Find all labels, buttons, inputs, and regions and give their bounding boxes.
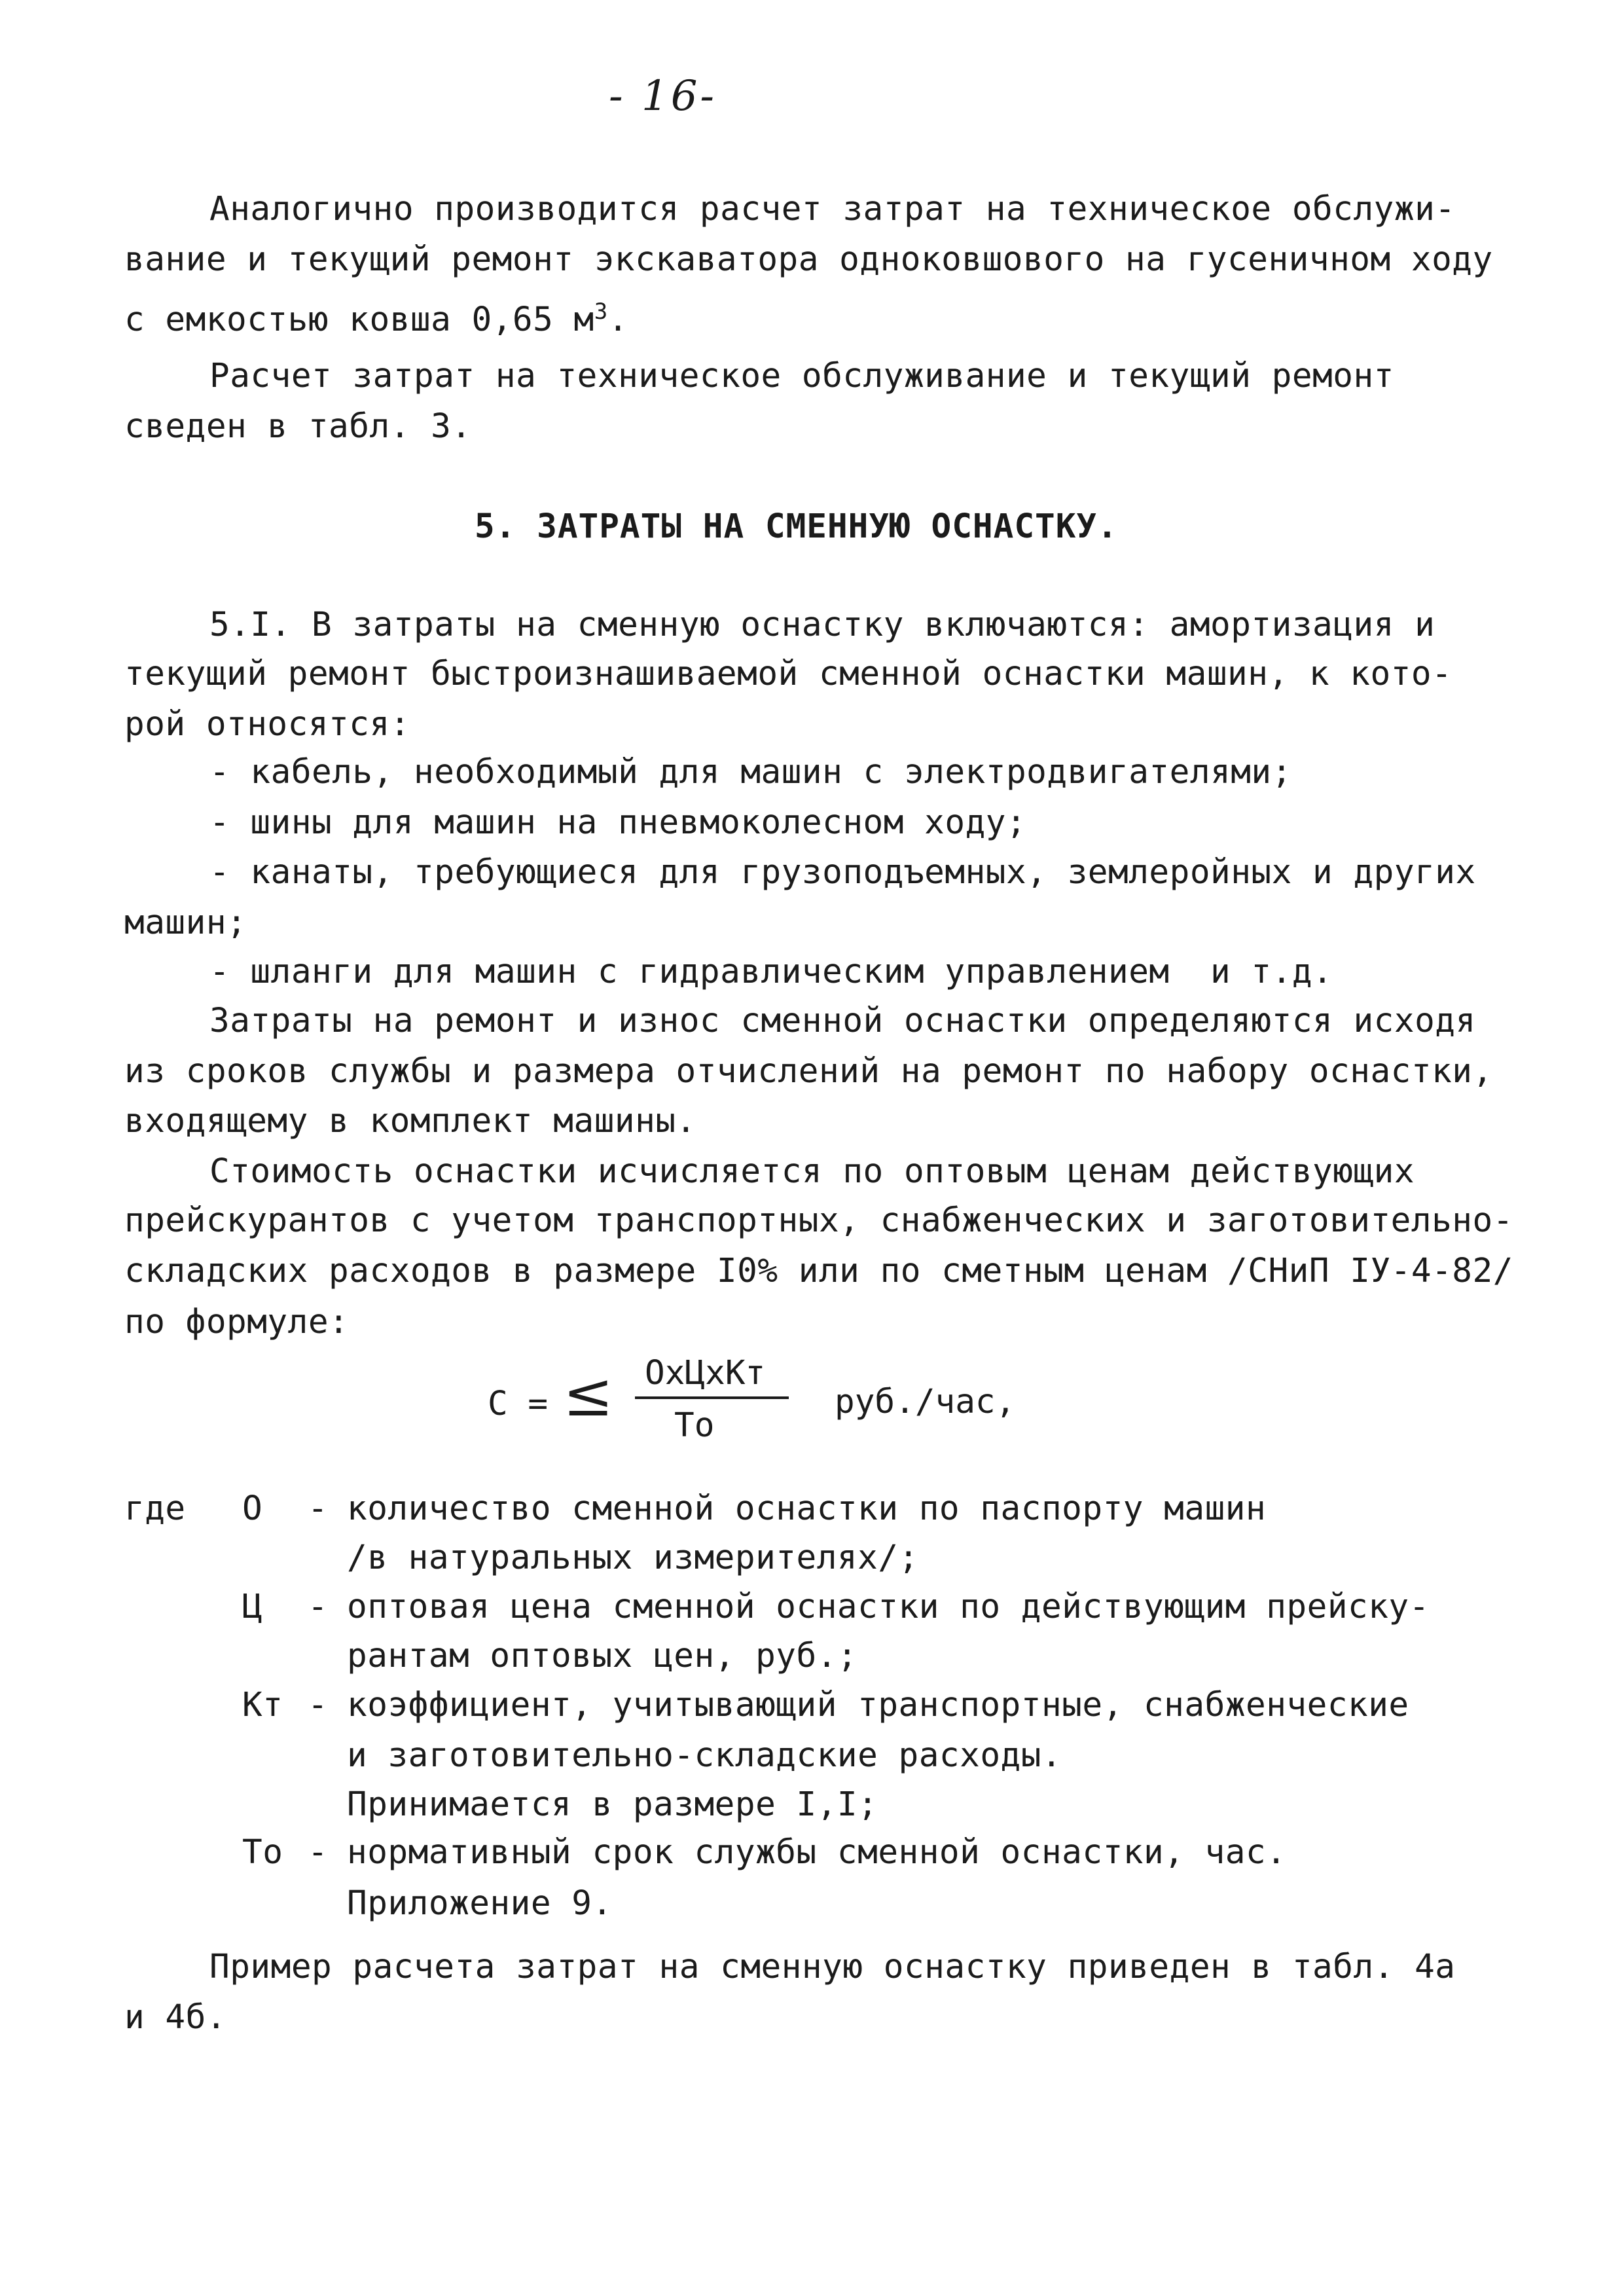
body-bullet-hoses: - шланги для машин с гидравлическим управлением и т.д. xyxy=(209,953,1333,991)
legend-symbol-O: О xyxy=(242,1489,263,1528)
closing-line-2: и 4б. xyxy=(124,1998,227,2037)
legend-O-line-1: количество сменной оснастки по паспорту машин xyxy=(347,1489,1267,1528)
body-bullet-cable: - кабель, необходимый для машин с электродвигателями; xyxy=(209,753,1292,792)
legend-Kt-line-3: Принимается в размере I,I; xyxy=(347,1785,878,1824)
intro-p2-line-2: сведен в табл. 3. xyxy=(124,407,472,446)
body-line-11: входящему в комплект машины. xyxy=(124,1102,696,1140)
legend-Ts-line-2: рантам оптовых цен, руб.; xyxy=(347,1637,858,1675)
intro-line-1: Аналогично производится расчет затрат на техническое обслужи- xyxy=(209,190,1456,228)
body-bullet-ropes-cont: машин; xyxy=(124,903,247,942)
legend-symbol-To: То xyxy=(242,1833,283,1872)
formula-lhs: С = xyxy=(488,1385,549,1423)
intro-superscript: 3 xyxy=(594,299,608,325)
intro-line-3-text: с емкостью ковша 0,65 м xyxy=(124,301,594,339)
formula-denominator: То xyxy=(674,1406,715,1445)
legend-To-line-1: нормативный срок службы сменной оснастки, час. xyxy=(347,1833,1287,1872)
body-line-3: рой относятся: xyxy=(124,705,410,744)
legend-Ts-line-1: оптовая цена сменной оснастки по действующим прейску- xyxy=(347,1588,1430,1626)
body-line-10: из сроков службы и размера отчислений на ремонт по набору оснастки, xyxy=(124,1052,1493,1091)
legend-Kt-line-1: коэффициент, учитывающий транспортные, снабженческие xyxy=(347,1686,1409,1724)
legend-symbol-Kt: Кт xyxy=(242,1686,283,1724)
body-bullet-tires: - шины для машин на пневмоколесном ходу; xyxy=(209,803,1027,842)
body-line-14: складских расходов в размере I0% или по сметным ценам /СНиП IУ-4-82/ xyxy=(124,1252,1513,1290)
body-line-13: прейскурантов с учетом транспортных, снабженческих и заготовительно- xyxy=(124,1201,1513,1240)
page-number: - 16- xyxy=(609,72,717,120)
body-line-2: текущий ремонт быстроизнашиваемой сменной оснастки машин, к кото- xyxy=(124,655,1453,693)
intro-line-2: вание и текущий ремонт экскаватора одноковшового на гусеничном ходу xyxy=(124,240,1493,279)
legend-dash: - xyxy=(308,1489,329,1528)
intro-line-3-tail: . xyxy=(607,301,628,339)
body-line-12: Стоимость оснастки исчисляется по оптовым ценам действующих xyxy=(209,1152,1415,1191)
legend-dash: - xyxy=(308,1833,329,1872)
intro-p2-line-1: Расчет затрат на техническое обслуживание и текущий ремонт xyxy=(209,357,1394,395)
formula-numerator: ОхЦхКт xyxy=(645,1354,766,1393)
formula-unit: руб./час, xyxy=(835,1383,1016,1421)
formula-fraction-bar xyxy=(635,1396,789,1399)
legend-O-line-2: /в натуральных измерителях/; xyxy=(347,1539,919,1577)
body-line-9: Затраты на ремонт и износ сменной оснастки определяются исходя xyxy=(209,1002,1476,1040)
legend-where: где xyxy=(124,1489,186,1528)
legend-Kt-line-2: и заготовительно-складские расходы. xyxy=(347,1736,1062,1775)
body-line-1: 5.I. В затраты на сменную оснастку включаются: амортизация и xyxy=(209,606,1435,644)
legend-To-line-2: Приложение 9. xyxy=(347,1884,613,1923)
section-title: 5. ЗАТРАТЫ НА СМЕННУЮ ОСНАСТКУ. xyxy=(475,507,1118,546)
body-bullet-ropes: - канаты, требующиеся для грузоподъемных, землеройных и других xyxy=(209,853,1476,892)
closing-line-1: Пример расчета затрат на сменную оснастку приведен в табл. 4а xyxy=(209,1948,1456,1986)
legend-dash: - xyxy=(308,1686,329,1724)
legend-dash: - xyxy=(308,1588,329,1626)
legend-symbol-Ts: Ц xyxy=(242,1588,263,1626)
formula-sum-symbol: ≤ xyxy=(563,1360,614,1430)
body-line-15: по формуле: xyxy=(124,1303,350,1341)
intro-line-3 xyxy=(124,292,628,340)
